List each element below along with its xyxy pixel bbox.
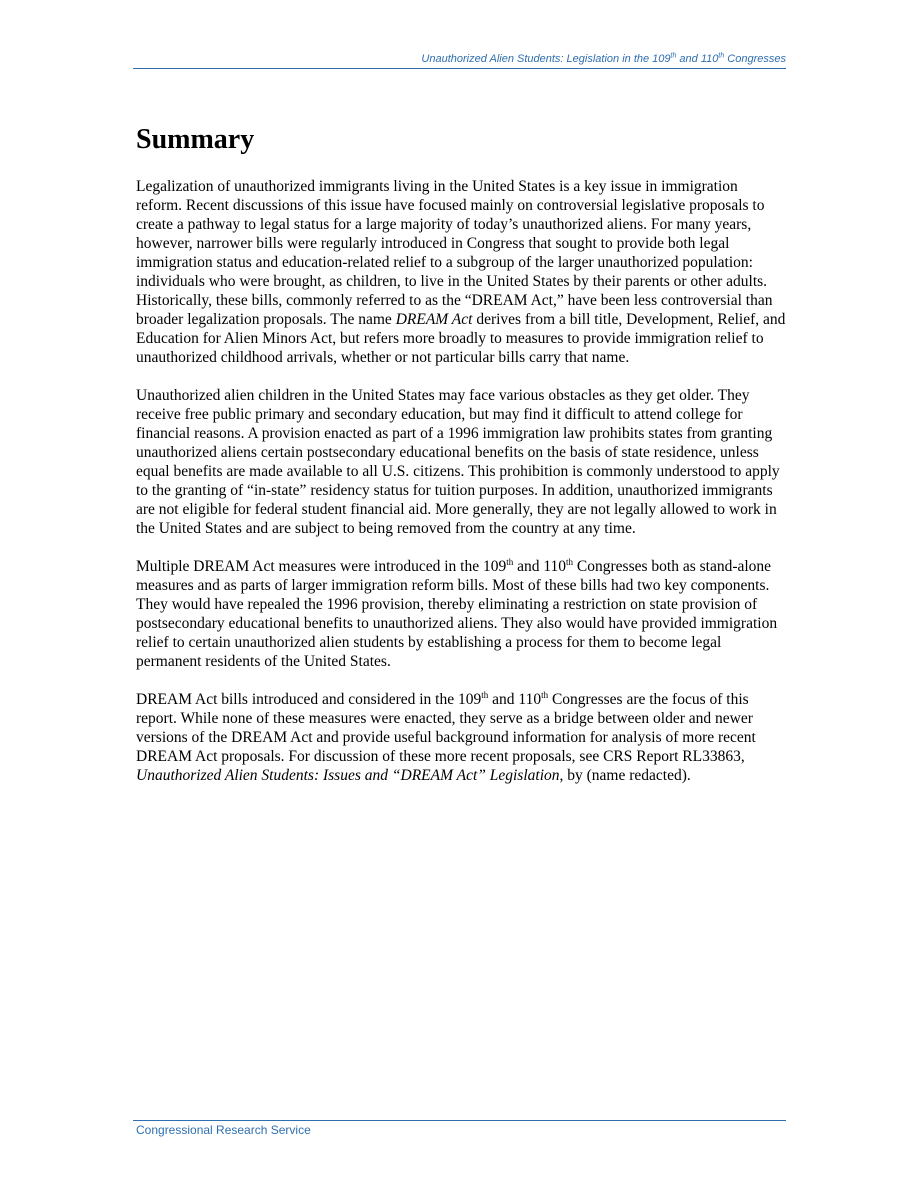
paragraph-3 (136, 557, 786, 671)
paragraph-3-text-a: Multiple DREAM Act measures were introduced in the 109 (136, 558, 507, 575)
paragraph-3-text-b: and 110 (513, 558, 567, 575)
paragraph-4-sup-2: th (541, 689, 549, 700)
header-sup-2: th (718, 52, 725, 60)
header-sup-1: th (670, 52, 677, 60)
paragraph-4-text-a: DREAM Act bills introduced and considered in the 109 (136, 691, 482, 708)
paragraph-3-sup-1: th (506, 556, 514, 567)
footer-text: Congressional Research Service (136, 1123, 311, 1137)
summary-body (136, 177, 786, 804)
paragraph-3-text-c: Congresses both as stand-alone measures and as parts of larger immigration reform bills. Most of these bills had two key components. They would have repealed the 1996 provision, thereby eliminating a restriction on state provision of postsecondary educational benefits to unauthorized aliens. They also would have provided immigration relief to certain unauthorized alien students by establishing a process for them to become legal permanent residents of the United States. (136, 558, 778, 670)
header-text-3: Congresses (724, 53, 786, 65)
paragraph-4 (136, 690, 786, 785)
paragraph-1-text-a: Legalization of unauthorized immigrants living in the United States is a key issue in immigration reform. Recent discussions of this issue have focused mainly on controversial legislative proposals to create a pathway to legal status for a large majority of today’s unauthorized aliens. For many years, however, narrower bills were regularly introduced in Congress that sought to provide both legal immigration status and education-related relief to a subgroup of the larger unauthorized population: individuals who were brought, as children, to live in the United States by their parents or other adults. Historically, these bills, commonly referred to as the “DREAM Act,” have been less controversial than broader legalization proposals. The name (136, 178, 773, 328)
paragraph-4-text-c: Congresses are the focus of this report. While none of these measures were enacted, they serve as a bridge between older and newer versions of the DREAM Act and provide useful background information for analysis of more recent DREAM Act proposals. For discussion of these more recent proposals, see CRS Report RL33863, (136, 691, 756, 765)
running-header (133, 53, 786, 65)
paragraph-3-sup-2: th (566, 556, 574, 567)
footer-rule (133, 1120, 786, 1121)
page-title: Summary (136, 124, 255, 155)
paragraph-1 (136, 177, 786, 367)
paragraph-4-report-title: Unauthorized Alien Students: Issues and “DREAM Act” Legislation (136, 767, 560, 784)
paragraph-2: Unauthorized alien children in the United States may face various obstacles as they get older. They receive free public primary and secondary education, but may find it difficult to attend college for financial reasons. A provision enacted as part of a 1996 immigration law prohibits states from granting unauthorized aliens certain postsecondary educational benefits on the basis of state residence, unless equal benefits are made available to all U.S. citizens. This prohibition is commonly understood to apply to the granting of “in-state” residency status for tuition purposes. In addition, unauthorized immigrants are not eligible for federal student financial aid. More generally, they are not legally allowed to work in the United States and are subject to being removed from the country at any time. (136, 387, 780, 537)
header-rule (133, 68, 786, 69)
paragraph-1-italic: DREAM Act (395, 311, 473, 328)
paragraph-1-text-b: derives from a bill title, Development, Relief, and Education for Alien Minors Act, but refers more broadly to measures to provide immigration relief to unauthorized childhood arrivals, whether or not particular bills carry that name. (136, 311, 786, 366)
header-text-2: and 110 (676, 53, 719, 65)
paragraph-4-text-b: and 110 (488, 691, 542, 708)
header-text-1: Unauthorized Alien Students: Legislation in the 109 (421, 53, 671, 65)
paragraph-4-text-d: , by (name redacted). (559, 767, 691, 784)
paragraph-4-sup-1: th (481, 689, 489, 700)
